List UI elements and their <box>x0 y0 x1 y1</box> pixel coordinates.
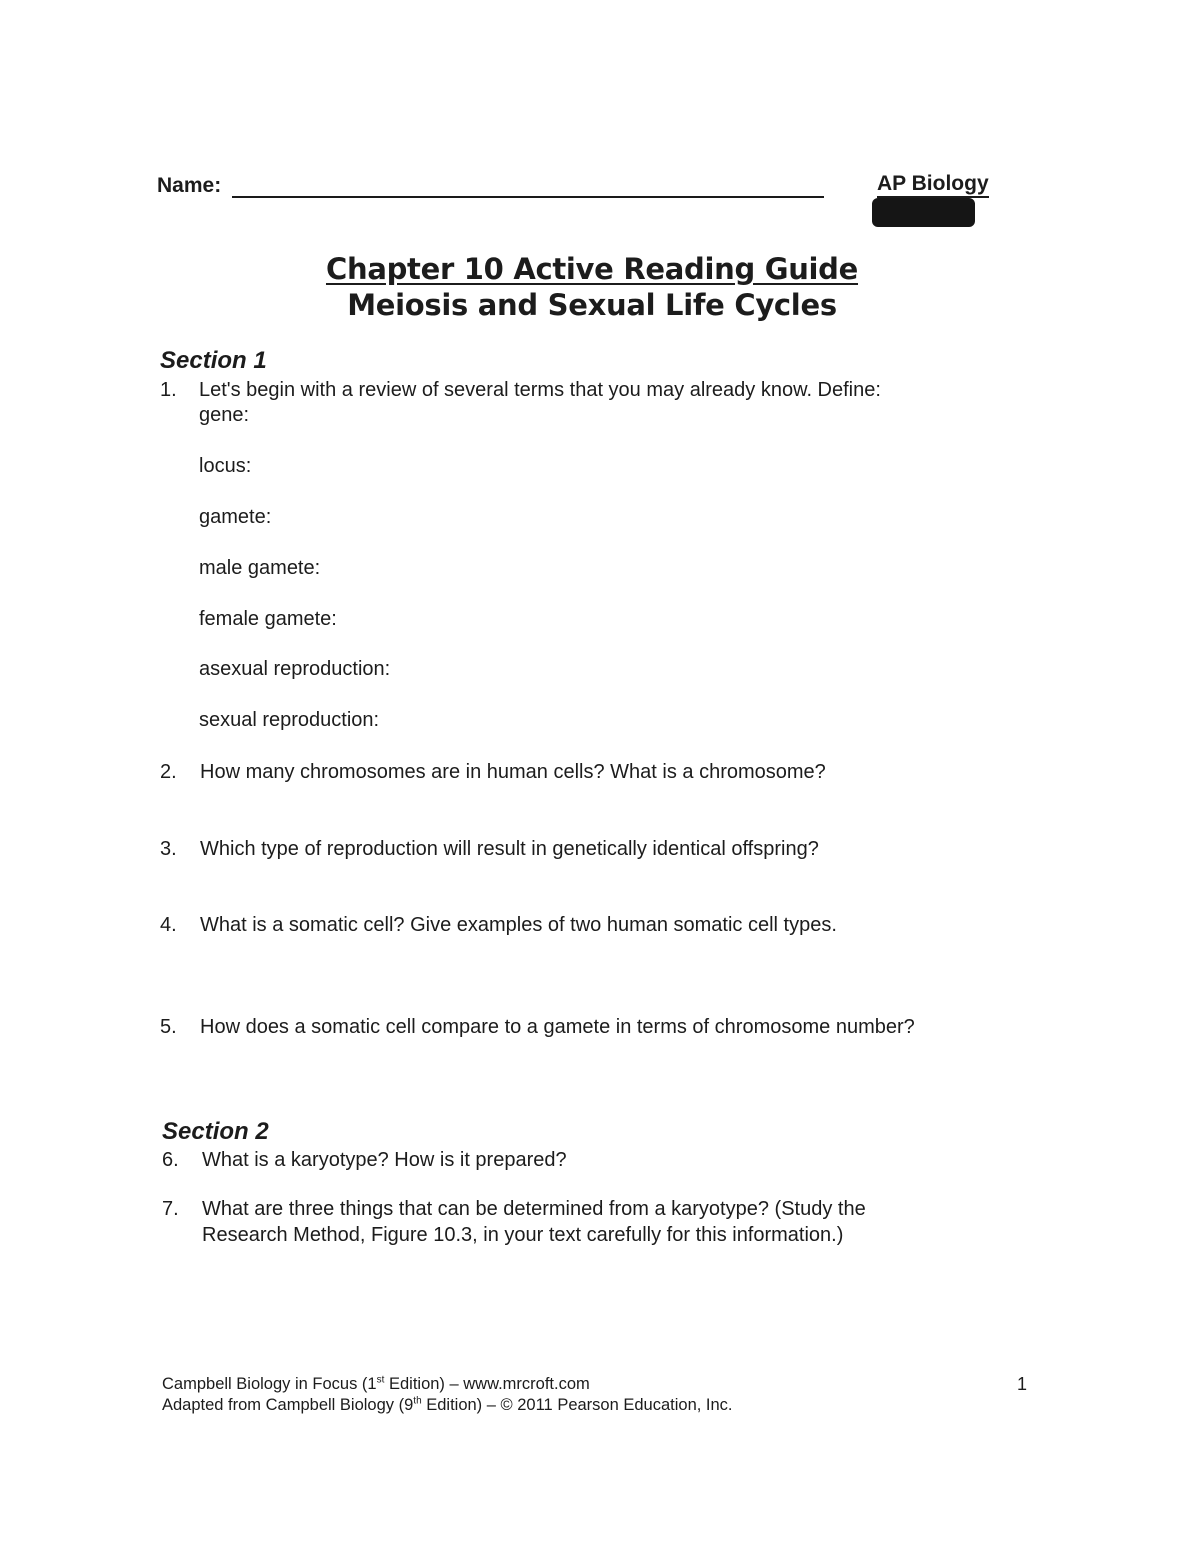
question-7-number: 7. <box>162 1198 179 1220</box>
name-label: Name: <box>157 174 222 197</box>
question-7-text-line2: Research Method, Figure 10.3, in your text carefully for this information.) <box>202 1224 844 1246</box>
footer-copyright-line: Adapted from Campbell Biology (9th Edition) – © 2011 Pearson Education, Inc. <box>162 1395 733 1414</box>
term-female-gamete: female gamete: <box>199 608 337 630</box>
section-2-heading: Section 2 <box>162 1118 269 1145</box>
question-6-number: 6. <box>162 1149 179 1171</box>
course-label: AP Biology <box>877 172 989 198</box>
redaction-block <box>872 198 975 227</box>
question-6-text: What is a karyotype? How is it prepared? <box>202 1149 567 1171</box>
question-5-text: How does a somatic cell compare to a gamete in terms of chromosome number? <box>200 1016 915 1038</box>
question-1-number: 1. <box>160 379 177 401</box>
term-sexual-reproduction: sexual reproduction: <box>199 709 380 731</box>
question-1-text: Let's begin with a review of several terms that you may already know. Define: <box>199 379 881 401</box>
question-4-text: What is a somatic cell? Give examples of two human somatic cell types. <box>200 914 837 936</box>
question-5-number: 5. <box>160 1016 177 1038</box>
term-gene: gene: <box>199 404 250 426</box>
footer-source-line: Campbell Biology in Focus (1st Edition) – www.mrcroft.com <box>162 1374 590 1393</box>
section-1-heading: Section 1 <box>160 347 267 374</box>
term-asexual-reproduction: asexual reproduction: <box>199 658 391 680</box>
chapter-title: Chapter 10 Active Reading Guide <box>325 252 859 286</box>
question-3-text: Which type of reproduction will result in genetically identical offspring? <box>200 838 819 860</box>
chapter-subtitle: Meiosis and Sexual Life Cycles <box>347 288 837 322</box>
name-blank-line[interactable] <box>232 196 824 198</box>
question-2-number: 2. <box>160 761 177 783</box>
question-4-number: 4. <box>160 914 177 936</box>
page-number: 1 <box>1017 1374 1028 1394</box>
question-2-text: How many chromosomes are in human cells? What is a chromosome? <box>200 761 826 783</box>
term-male-gamete: male gamete: <box>199 557 321 579</box>
term-locus: locus: <box>199 455 252 477</box>
question-7-text-line1: What are three things that can be determined from a karyotype? (Study the <box>202 1198 866 1220</box>
term-gamete: gamete: <box>199 506 272 528</box>
question-3-number: 3. <box>160 838 177 860</box>
